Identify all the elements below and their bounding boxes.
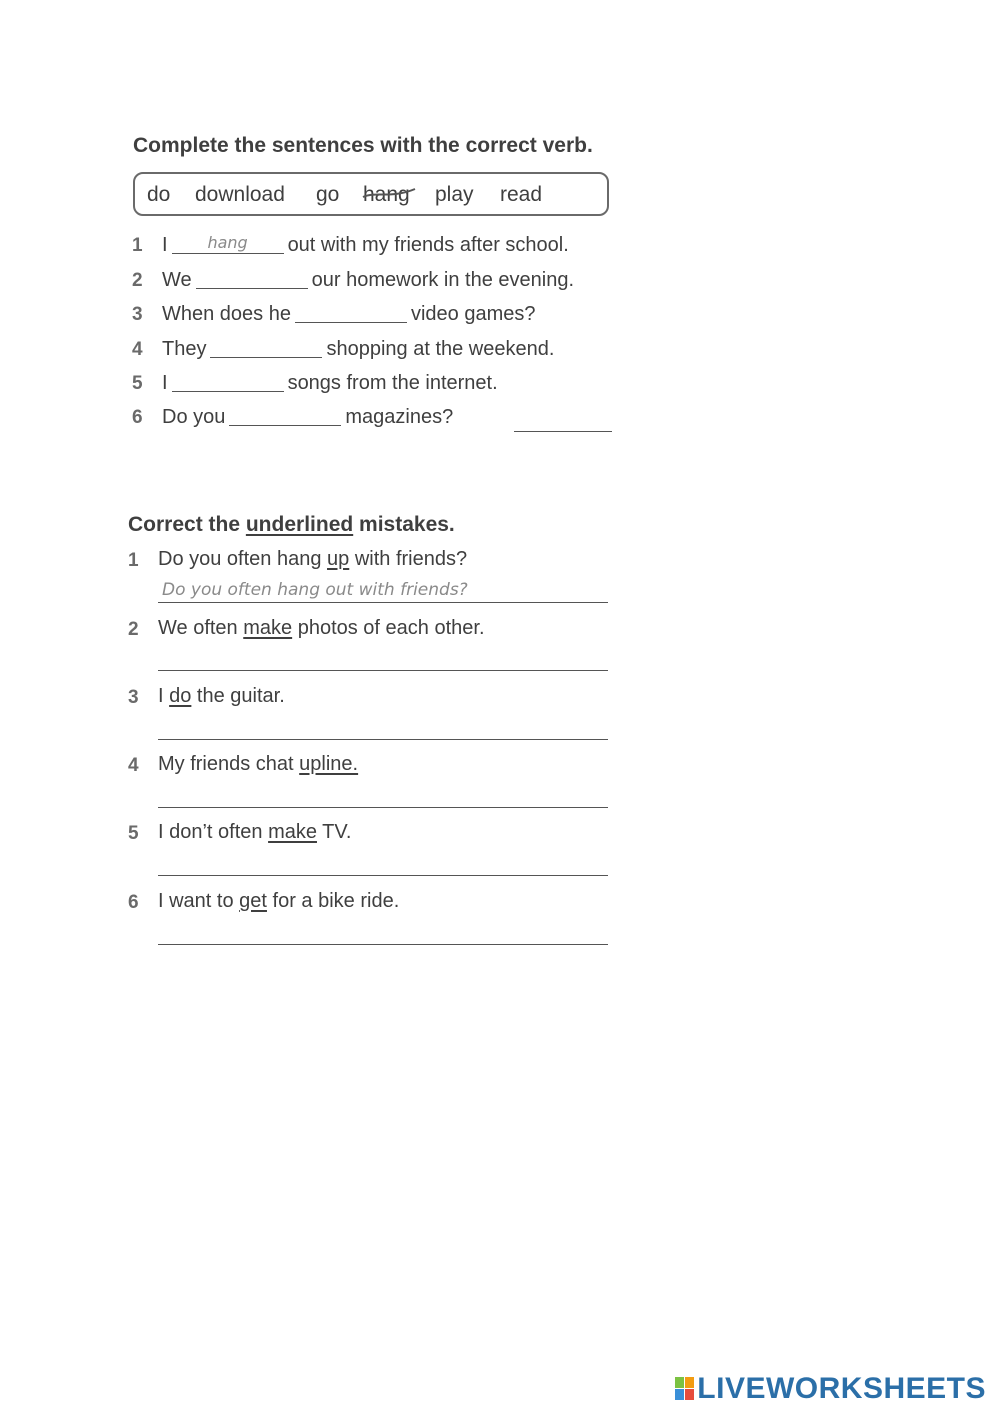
- mistake-sentence-5: I don’t often make TV.: [158, 821, 352, 843]
- answer-blank-1[interactable]: hang: [172, 233, 284, 254]
- item-number: 5: [132, 373, 143, 394]
- word-do: do: [147, 183, 171, 206]
- item-number: 1: [132, 235, 143, 256]
- liveworksheets-brand[interactable]: [675, 1372, 986, 1406]
- stray-line: [514, 431, 612, 432]
- answer-blank-3[interactable]: [295, 302, 407, 323]
- item-number: 2: [132, 270, 143, 291]
- mistake-sentence-1: Do you often hang up with friends?: [158, 548, 468, 570]
- item-number: 4: [128, 755, 139, 776]
- section1-heading: Complete the sentences with the correct verb.: [133, 134, 593, 157]
- fill-sentence-4: They shopping at the weekend.: [162, 338, 555, 360]
- fill-sentence-1: I hang out with my friends after school.: [162, 233, 569, 256]
- word-go: go: [316, 183, 340, 206]
- item-number: 3: [128, 687, 139, 708]
- answer-line-6[interactable]: [158, 922, 608, 945]
- word-read: read: [500, 183, 543, 206]
- item-number: 5: [128, 823, 139, 844]
- word-hang: hang: [363, 183, 410, 206]
- item-number: 6: [132, 407, 143, 428]
- answer-line-4[interactable]: [158, 785, 608, 808]
- answer-line-3[interactable]: [158, 717, 608, 740]
- section2-heading: Correct the underlined mistakes.: [128, 513, 455, 536]
- strikethrough-icon: [361, 185, 417, 205]
- answer-blank-5[interactable]: [172, 371, 284, 392]
- word-download: download: [195, 183, 285, 206]
- fill-sentence-5: I songs from the internet.: [162, 372, 498, 394]
- mistake-sentence-4: My friends chat upline.: [158, 753, 359, 775]
- item-number: 3: [132, 304, 143, 325]
- item-number: 1: [128, 550, 139, 571]
- mistake-sentence-2: We often make photos of each other.: [158, 617, 485, 639]
- item-number: 4: [132, 339, 143, 360]
- brand-name: LIVEWORKSHEETS: [697, 1372, 986, 1405]
- item-number: 6: [128, 892, 139, 913]
- fill-sentence-3: When does he video games?: [162, 303, 536, 325]
- answer-blank-4[interactable]: [210, 337, 322, 358]
- fill-sentence-2: We our homework in the evening.: [162, 269, 575, 291]
- fill-sentence-6: Do you magazines?: [162, 406, 454, 428]
- answer-blank-6[interactable]: [229, 405, 341, 426]
- answer-line-2[interactable]: [158, 648, 608, 671]
- answer-blank-2[interactable]: [196, 268, 308, 289]
- mistake-sentence-3: I do the guitar.: [158, 685, 285, 707]
- liveworksheets-logo-icon: [675, 1377, 695, 1401]
- answer-line-5[interactable]: [158, 853, 608, 876]
- item-number: 2: [128, 619, 139, 640]
- mistake-sentence-6: I want to get for a bike ride.: [158, 890, 400, 912]
- word-hang-crossed: [363, 183, 410, 207]
- word-play: play: [435, 183, 474, 206]
- answer-line-1[interactable]: Do you often hang out with friends?: [158, 580, 608, 603]
